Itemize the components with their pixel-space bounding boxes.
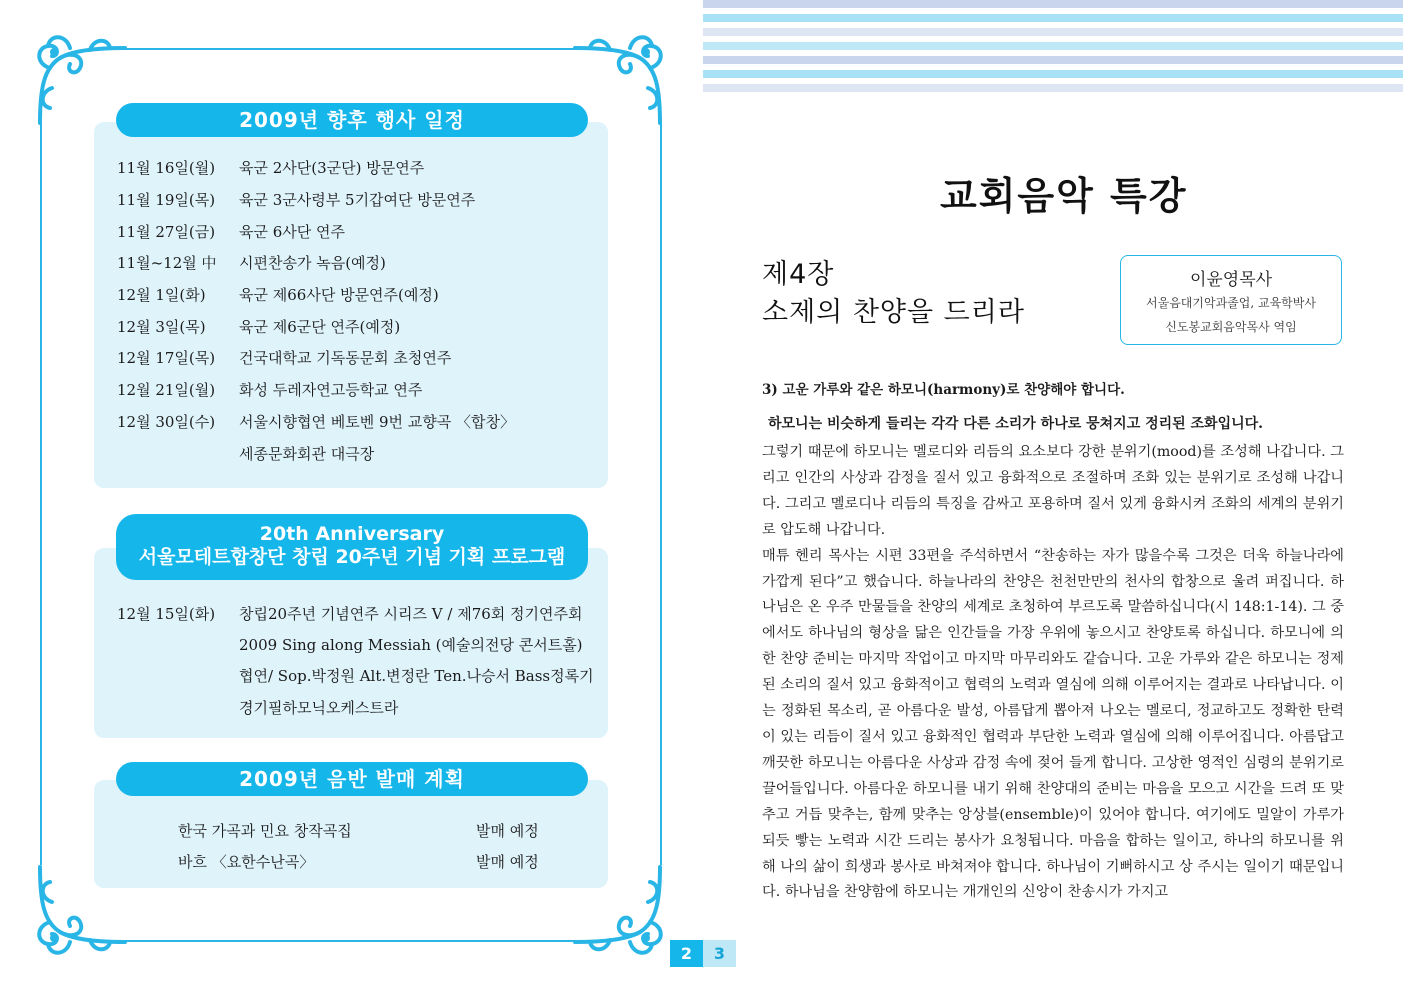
header-stripe bbox=[703, 42, 1403, 50]
schedule-row bbox=[117, 152, 515, 184]
author-name: 이윤영목사 bbox=[1189, 270, 1273, 290]
event-date: 12월 21일(월) bbox=[117, 381, 216, 400]
frame-right-line bbox=[660, 120, 662, 865]
event-date: 11월 19일(목) bbox=[117, 191, 216, 210]
schedule-row bbox=[117, 692, 594, 723]
schedule-row bbox=[117, 629, 594, 660]
header-stripe bbox=[703, 0, 1403, 8]
event-date: 12월 3일(목) bbox=[117, 317, 206, 336]
header-stripe bbox=[703, 56, 1403, 64]
event-date: 11월 16일(월) bbox=[117, 159, 216, 178]
ornament-corner-icon bbox=[30, 28, 130, 128]
event-desc: 육군 2사단(3군단) 방문연주 bbox=[239, 159, 425, 178]
section-heading: 3) 고운 가루와 같은 하모니(harmony)로 찬양해야 합니다. bbox=[762, 382, 1125, 398]
event-date: 12월 1일(화) bbox=[117, 286, 206, 305]
anniversary-heading-line1: 20th Anniversary bbox=[259, 523, 445, 545]
events-schedule bbox=[117, 152, 515, 469]
anniversary-heading bbox=[116, 514, 588, 580]
schedule-row bbox=[117, 374, 515, 406]
page-number-right: 3 bbox=[703, 940, 736, 967]
anniversary-heading-line2: 서울모테트합창단 창립 20주년 기념 기획 프로그램 bbox=[138, 546, 566, 568]
schedule-row bbox=[117, 342, 515, 374]
event-date: 11월~12월 中 bbox=[117, 254, 217, 273]
event-desc: 협연/ Sop.박정원 Alt.변정란 Ten.나승서 Bass정록기 bbox=[239, 667, 594, 686]
events-heading: 2009년 향후 행사 일정 bbox=[116, 103, 588, 137]
event-date: 12월 15일(화) bbox=[117, 605, 216, 624]
event-desc: 육군 제66사단 방문연주(예정) bbox=[239, 286, 439, 305]
event-desc: 육군 제6군단 연주(예정) bbox=[239, 317, 401, 336]
event-date: 12월 30일(수) bbox=[117, 412, 216, 431]
event-desc: 육군 6사단 연주 bbox=[239, 222, 346, 241]
release-title: 바흐 〈요한수난곡〉 bbox=[178, 853, 315, 871]
event-desc: 창립20주년 기념연주 시리즈 V / 제76회 정기연주회 bbox=[239, 605, 583, 624]
schedule-row bbox=[117, 247, 515, 279]
lead-sentence: 하모니는 비슷하게 들리는 각각 다른 소리가 하나로 뭉쳐지고 정리된 조화입니다. bbox=[768, 416, 1264, 432]
header-stripe bbox=[703, 14, 1403, 22]
page-numbers bbox=[670, 940, 736, 967]
anniversary-schedule bbox=[117, 598, 594, 723]
chapter-heading bbox=[762, 256, 1025, 332]
event-desc: 2009 Sing along Messiah (예술의전당 콘서트홀) bbox=[239, 636, 583, 655]
header-stripes bbox=[703, 0, 1403, 100]
event-date: 12월 17일(목) bbox=[117, 349, 216, 368]
event-desc: 서울시향협연 베토벤 9번 교향곡 〈합창〉 bbox=[239, 412, 515, 431]
header-stripe bbox=[703, 28, 1403, 36]
event-desc: 육군 3군사령부 5기갑여단 방문연주 bbox=[239, 191, 476, 210]
header-stripe bbox=[703, 70, 1403, 78]
author-credential: 서울음대기악과졸업, 교육학박사 bbox=[1146, 296, 1316, 310]
schedule-row bbox=[117, 184, 515, 216]
event-desc: 건국대학교 기독동문회 초청연주 bbox=[239, 349, 452, 368]
article-body bbox=[762, 440, 1344, 906]
event-desc: 화성 두레자연고등학교 연주 bbox=[239, 381, 423, 400]
author-box bbox=[1120, 255, 1342, 345]
release-status: 발매 예정 bbox=[476, 822, 539, 840]
paragraph: 그렇기 때문에 하모니는 멜로디와 리듬의 요소보다 강한 분위기(mood)를 조성해 나갑니다. 그리고 인간의 사상과 감정을 질서 있고 융화적으로 조절하며 조화 있는 분위기로 조성해 나갑니다. 그리고 멜로디나 리듬의 특징을 감싸고 포용하며 질서 있게 융화시켜 조화의 세계의 분위기로 압도해 나갑니다. bbox=[762, 444, 1344, 538]
schedule-row bbox=[117, 406, 515, 438]
release-status: 발매 예정 bbox=[476, 853, 539, 871]
page-title: 교회음악 특강 bbox=[940, 174, 1188, 218]
left-page bbox=[0, 0, 700, 992]
schedule-row bbox=[117, 279, 515, 311]
paragraph: 매튜 헨리 목사는 시편 33편을 주석하면서 “찬송하는 자가 많을수록 그것은 더욱 하늘나라에 가깝게 된다”고 했습니다. 하늘나라의 찬양은 천천만만의 천사의 합창으로 울려 퍼집니다. 하나님은 온 우주 만물들을 찬양의 세계로 초청하여 부르도록 말씀하십니다(시 148:1-14). 그 중에서도 하나님의 형상을 닮은 인간들을 가장 우위에 놓으시고 찬양토록 하십니다. 하모니에 의한 찬양 준비는 마지막 작업이고 마지막 마무리와도 같습니다. 고운 가루와 같은 하모니는 정제된 소리의 질서 있고 융화적이고 협력의 노력과 열심에 의해 이루어지는 결과로 나타납니다. 이는 정화된 목소리, 곧 아름다운 발성, 아름답게 뽑아져 나오는 멜로디, 정교하고도 정확한 탄력이 있는 리듬이 질서 있고 융화적인 협력과 부단한 노력과 열심에 의해 이루어집니다. 아름답고 깨끗한 하모니는 아름다운 사상과 감정 속에 젖어 들게 합니다. 고상한 영적인 심령의 분위기로 끌어들입니다. 아름다운 하모니를 내기 위해 찬양대의 준비는 마음을 모으고 시간을 드려 또 맞추고 거듭 맞추는, 함께 맞추는 앙상블(ensemble)이 있어야 합니다. 여기에도 밀알이 가루가 되듯 빻는 노력과 시간 드리는 봉사가 요청됩니다. 마음을 합하는 일이고, 하나의 하모니를 위해 나의 삶이 희생과 봉사로 바쳐져야 합니다. 하나님이 기뻐하시고 상 주시는 일이기 때문입니다. 하나님을 찬양함에 하모니는 개개인의 신앙이 찬송시가 가지고 bbox=[762, 547, 1344, 901]
release-row bbox=[178, 846, 539, 877]
chapter-number: 제4장 bbox=[762, 259, 835, 290]
release-title: 한국 가곡과 민요 창작곡집 bbox=[178, 822, 352, 840]
schedule-row bbox=[117, 598, 594, 629]
event-desc: 경기필하모닉오케스트라 bbox=[239, 698, 399, 717]
frame-left-line bbox=[40, 120, 42, 865]
event-desc: 시편찬송가 녹음(예정) bbox=[239, 254, 386, 273]
event-desc: 세종문화회관 대극장 bbox=[239, 444, 375, 463]
releases-list bbox=[178, 815, 539, 877]
page-number-left: 2 bbox=[670, 940, 703, 967]
frame-bottom-line bbox=[110, 940, 590, 942]
schedule-row bbox=[117, 437, 515, 469]
author-credential: 신도봉교회음악목사 역임 bbox=[1165, 320, 1297, 334]
event-date: 11월 27일(금) bbox=[117, 222, 216, 241]
header-stripe bbox=[703, 84, 1403, 92]
chapter-title: 소제의 찬양을 드리라 bbox=[762, 297, 1025, 328]
schedule-row bbox=[117, 310, 515, 342]
releases-heading: 2009년 음반 발매 계획 bbox=[116, 762, 588, 796]
release-row bbox=[178, 815, 539, 846]
schedule-row bbox=[117, 215, 515, 247]
frame-top-line bbox=[110, 48, 590, 50]
schedule-row bbox=[117, 660, 594, 691]
